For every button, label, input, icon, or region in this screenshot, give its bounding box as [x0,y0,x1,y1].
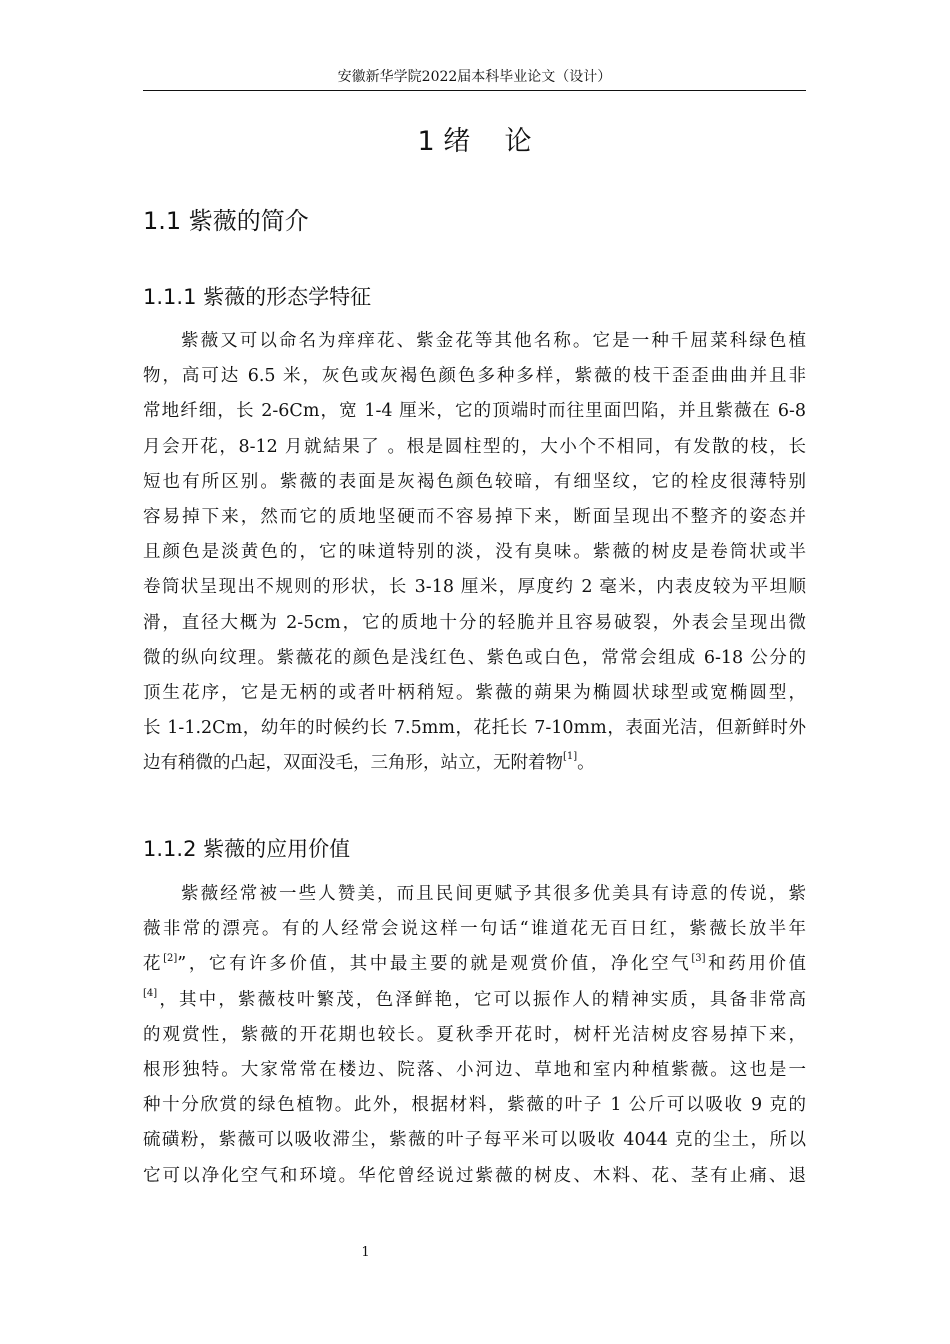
paragraph-line: 的观赏性，紫薇的开花期也较长。夏秋季开花时，树杆光洁树皮容易掉下来， [143,1024,806,1045]
paragraph-line [143,983,806,1018]
paragraph-line: 根形独特。大家常常在楼边、院落、小河边、草地和室内种植紫薇。这也是一 [143,1059,806,1080]
line-text: 花 [143,954,164,975]
citation-marker: [3] [691,952,706,964]
line-text: 边有稍微的凸起，双面没毛，三角形，站立，无附着物 [143,753,563,774]
paragraph-line: 短也有所区别。紫薇的表面是灰褐色颜色较暗，有细坚纹，它的栓皮很薄特别 [143,471,806,492]
paragraph-line: 物，高可达 6.5 米，灰色或灰褐色颜色多种多样，紫薇的枝干歪歪曲曲并且非 [143,366,806,387]
page-header [143,66,806,91]
line-text: 。 [577,753,595,774]
line-text: ”，它有许多价值，其中最主要的就是观赏价值，净化空气 [177,954,692,975]
paragraph-line: 且颜色是淡黄色的，它的味道特别的淡，没有臭味。紫薇的树皮是卷筒状或半 [143,542,806,563]
paragraph-line: 长 1-1.2Cm，幼年的时候约长 7.5mm，花托长 7-10mm，表面光洁，但新鲜时外 [143,718,806,739]
line-text: ，其中，紫薇枝叶繁茂，色泽鲜艳，它可以振作人的精神实质，具备非常高 [157,989,806,1010]
paragraph-line: 薇非常的漂亮。有的人经常会说这样一句话“谁道花无百日红，紫薇长放半年 [143,919,806,940]
section-heading: 1.1 紫薇的简介 [143,207,309,235]
header-title: 安徽新华学院2022届本科毕业论文（设计） [337,69,612,85]
paragraph-line: 微的纵向纹理。紫薇花的颜色是浅红色、紫色或白色，常常会组成 6-18 公分的 [143,647,806,668]
subsection-heading-morphology: 1.1.1 紫薇的形态学特征 [143,285,372,309]
citation-marker: [1] [563,751,578,763]
paragraph-line-last [143,746,806,781]
paragraph-line [143,947,806,982]
paragraph-line: 月会开花，8-12 月就結果了 。根是圆柱型的，大小个不相同，有发散的枝，长 [143,436,806,457]
paragraph-line: 常地纤细，长 2-6Cm，宽 1-4 厘米，它的顶端时而往里面凹陷，并且紫薇在 6-8 [143,401,806,422]
paragraph-line: 种十分欣赏的绿色植物。此外，根据材料，紫薇的叶子 1 公斤可以吸收 9 克的 [143,1095,806,1116]
chapter-title: 1 绪 论 [417,126,532,157]
line-text: 和药用价值 [705,954,807,975]
paragraph-line: 容易掉下来，然而它的质地坚硬而不容易掉下来，断面呈现出不整齐的姿态并 [143,506,806,527]
paragraph-line: 紫薇经常被一些人赞美，而且民间更赋予其很多优美具有诗意的传说，紫 [181,884,806,904]
paragraph-line: 顶生花序，它是无柄的或者叶柄稍短。紫薇的蒴果为椭圆状球型或宽椭圆型， [143,682,806,703]
paragraph-line: 它可以净化空气和环境。华佗曾经说过紫薇的树皮、木料、花、茎有止痛、退 [143,1165,806,1186]
citation-marker: [2] [163,952,178,964]
paragraph-morphology [143,324,806,781]
paragraph-line: 滑，直径大概为 2-5cm，它的质地十分的轻脆并且容易破裂，外表会呈现出微 [143,612,806,633]
paragraph-value [143,877,806,1194]
subsection-heading-value: 1.1.2 紫薇的应用价值 [143,837,351,861]
page-number: 1 [361,1245,370,1260]
paragraph-line: 硫磺粉，紫薇可以吸收滞尘，紫薇的叶子每平米可以吸收 4044 克的尘土，所以 [143,1130,806,1151]
paragraph-line: 卷筒状呈现出不规则的形状，长 3-18 厘米，厚度约 2 毫米，内表皮较为平坦顺 [143,577,806,598]
citation-marker: [4] [143,987,158,999]
paragraph-line: 紫薇又可以命名为痒痒花、紫金花等其他名称。它是一种千屈菜科绿色植 [181,331,806,351]
